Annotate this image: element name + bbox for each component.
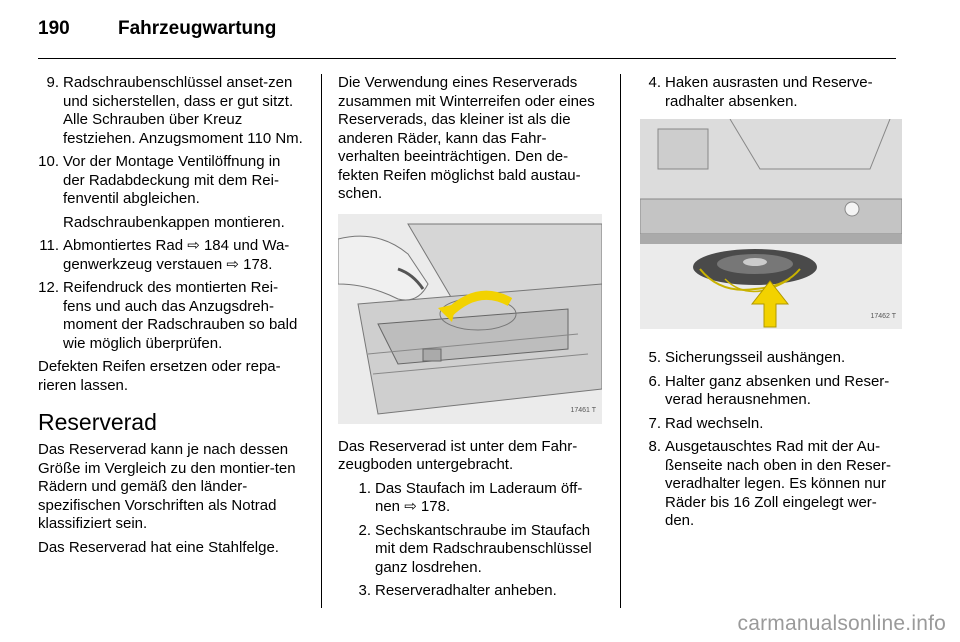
list-text: Sechskantschraube im Staufach mit dem Radschraubenschlüssel ganz losdrehen.: [375, 521, 592, 576]
column-divider-1: [321, 74, 322, 608]
list-item: [640, 373, 902, 410]
list-number: 1.: [358, 479, 371, 497]
spare-wheel-illustration: [640, 119, 902, 329]
list-text: Reserveradhalter anheben.: [375, 582, 557, 599]
list-number: 3.: [358, 582, 371, 599]
section-heading: Reserverad: [38, 409, 157, 435]
list-item: [640, 349, 902, 368]
page-header: [38, 18, 918, 48]
figure-label: 17462 T: [870, 312, 896, 320]
column-divider-2: [620, 74, 621, 608]
list-item: [38, 237, 306, 274]
list-item: [38, 74, 306, 148]
header-rule: [38, 58, 896, 59]
list-number: 7.: [648, 414, 661, 432]
list-number: 5.: [648, 349, 661, 366]
list-text: Vor der Montage Ventilöffnung in der Radabdeckung mit dem Rei-fenventil abgleichen.: [63, 153, 281, 207]
list-item: [640, 74, 902, 111]
watermark: carmanualsonline.info: [737, 612, 946, 635]
list-text: Radschraubenschlüssel anset-zen und sicherstellen, dass er gut sitzt. Alle Schrauben über Kreuz festziehen. Anzugsmoment 110 Nm.: [63, 74, 303, 147]
list-text: Halter ganz absenken und Reser-verad herausnehmen.: [665, 372, 890, 408]
list-number: 12.: [38, 279, 59, 296]
list-item: [38, 153, 306, 209]
cargo-floor-illustration: [338, 214, 602, 424]
figure-cargo-floor: [338, 214, 602, 424]
list-item: [640, 415, 902, 434]
paragraph: Das Reserverad ist unter dem Fahr-zeugboden untergebracht.: [338, 437, 578, 473]
list-number: 8.: [648, 438, 661, 455]
figure-label: 17461 T: [570, 407, 596, 414]
paragraph: Defekten Reifen ersetzen oder repa-rieren lassen.: [38, 358, 281, 394]
list-number: 10.: [38, 153, 59, 170]
list-text: Reifendruck des montierten Rei-fens und auch das Anzugsdreh-moment der Radschrauben so bald wie möglich überprüfen.: [63, 279, 298, 352]
page-number: 190: [38, 18, 70, 39]
column-3: [640, 74, 902, 536]
list-text: Das Staufach im Laderaum öff-nen ⇨ 178.: [375, 479, 583, 515]
list-text: Haken ausrasten und Reserve-radhalter absenken.: [665, 74, 873, 110]
paragraph: Das Reserverad hat eine Stahlfelge.: [38, 538, 279, 556]
list-text: Rad wechseln.: [665, 414, 764, 432]
list-item: [350, 582, 606, 601]
page-title: Fahrzeugwartung: [118, 18, 277, 39]
list-number: 9.: [46, 74, 59, 91]
list-item: [350, 522, 606, 578]
column-2: [338, 74, 606, 606]
list-text: Ausgetauschtes Rad mit der Au-ßenseite nach oben in den Reser-veradhalter legen. Es können nur Räder bis 16 Zoll eingelegt wer-den.: [665, 438, 891, 529]
list-number: 2.: [358, 521, 371, 539]
figure-spare-wheel-holder: [640, 119, 902, 329]
list-item: [350, 480, 606, 517]
list-text: Abmontiertes Rad ⇨ 184 und Wa-genwerkzeug verstauen ⇨ 178.: [63, 237, 290, 273]
list-number: 6.: [648, 372, 661, 390]
column-1: [38, 74, 306, 562]
sub-paragraph: Radschraubenkappen montieren.: [63, 213, 285, 231]
step-list: [338, 480, 606, 601]
list-number: 11.: [39, 237, 59, 254]
list-item: [640, 438, 902, 531]
paragraph: Das Reserverad kann je nach dessen Größe im Vergleich zu den montier-ten Rädern und gemäß den länder-spezifischen Vorschriften als Notrad klassifiziert sein.: [38, 441, 296, 532]
paragraph: Die Verwendung eines Reserverads zusammen mit Winterreifen oder eines Reserverads, das kleiner ist als die anderen Räder, kann das Fahr-verhalten beeinträchtigen. Den de-fekten Reifen möglichst bald austau-schen.: [338, 74, 595, 202]
list-number: 4.: [648, 74, 661, 91]
list-item: [38, 279, 306, 353]
list-text: Sicherungsseil aushängen.: [665, 349, 846, 366]
